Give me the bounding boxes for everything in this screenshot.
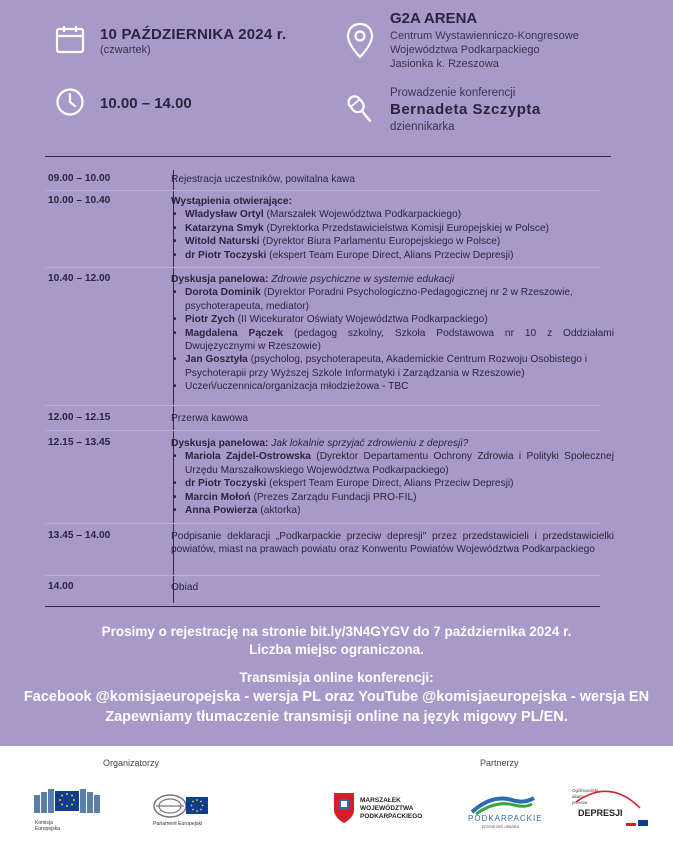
- marszalek-text-3: PODKARPACKIEGO: [360, 813, 423, 820]
- venue-line-3: Jasionka k. Rzeszowa: [390, 58, 499, 70]
- ep-text: Parlament Europejski: [153, 821, 203, 827]
- agenda-separator: [45, 405, 600, 406]
- alians-przeciw-depresji-logo: [570, 782, 652, 832]
- speaker-item: • Dorota Dominik (Dyrektor Poradni Psychologiczno-Pedagogicznej nr 2 w Rzeszowie, psychoterapeuta, mediator): [171, 286, 614, 313]
- agenda-time: 13.45 – 14.00: [48, 530, 111, 541]
- calendar-icon: [55, 24, 85, 54]
- sign-language-info: Zapewniamy tłumaczenie transmisji online na język migowy PL/EN.: [105, 709, 568, 725]
- header-divider: [45, 156, 611, 157]
- agenda-item: Dyskusja panelowa: Jak lokalnie sprzyjać zdrowieniu z depresji? • Mariola Zajdel-Ostrowska (Dyrektor Departamentu Ochrony Zdrowia i Polityki Społecznej Urzędu Marszałkowskiego Województwa Podkarpackiego) • dr Piotr Toczyski (ekspert Team Europe Direct, Alians Przeciw Depresji) • Marcin Mołoń (Prezes Zarządu Fundacji PRO-FIL) • Anna Powierza (aktorka): [171, 437, 614, 517]
- microphone-icon: [345, 92, 377, 128]
- marszalek-logo: [332, 790, 432, 826]
- speaker-item: • Piotr Zych (II Wicekurator Oświaty Województwa Podkarpackiego): [171, 313, 614, 326]
- speaker-item: • Władysław Ortyl (Marszałek Województwa Podkarpackiego): [171, 208, 614, 221]
- organizers-label: Organizatorzy: [103, 758, 160, 768]
- european-commission-logo: [32, 787, 102, 837]
- host-role: dziennikarka: [390, 121, 455, 133]
- agenda-item: Podpisanie deklaracji „Podkarpackie przeciw depresji" przez przedstawicieli i przedstawicielki powiatów, miast na prawach powiatu oraz Konwentu Powiatów Województwa Podkarpackiego: [171, 531, 614, 556]
- location-pin-icon: [345, 22, 375, 60]
- stream-title: Transmisja online konferencji:: [239, 670, 434, 685]
- agenda-time: 12.00 – 12.15: [48, 412, 111, 423]
- agenda-item: Dyskusja panelowa: Zdrowie psychiczne w systemie edukacji • Dorota Dominik (Dyrektor Poradni Psychologiczno-Pedagogicznej nr 2 w Rzeszowie, psychoterapeuta, mediator) • Piotr Zych (II Wicekurator Oświaty Województwa Podkarpackiego) • Magdalena Pączek (pedagog szkolny, Szkoła Podstawowa nr 10 z Oddziałami Dwujęzycznymi w Rzeszowie) • Jan Gosztyła (psycholog, psychoterapeuta, Akademickie Centrum Rozwoju Osobistego i Psychoterapii przy Wyższej Szkole Informatyki i Zarządzania w Rzeszowie) • Uczeń/uczennica/organizacja młodzieżowa - TBC: [171, 273, 614, 394]
- speaker-item: • Mariola Zajdel-Ostrowska (Dyrektor Departamentu Ochrony Zdrowia i Polityki Społecznej Urzędu Marszałkowskiego Województwa Podkarpackiego): [171, 450, 614, 477]
- agenda-bottom-divider: [45, 606, 600, 607]
- host-name: Bernadeta Szczypta: [390, 101, 541, 118]
- speaker-item: • Magdalena Pączek (pedagog szkolny, Szkoła Podstawowa nr 10 z Oddziałami Dwujęzycznymi w Rzeszowie): [171, 327, 614, 354]
- agenda-separator: [45, 430, 600, 431]
- european-parliament-logo: [150, 792, 212, 832]
- alians-text-1: Ogólnopolski: [572, 788, 599, 793]
- partners-label: Partnerzy: [480, 758, 519, 768]
- alians-text-big: DEPRESJI: [578, 808, 623, 818]
- agenda-time: 10.00 – 10.40: [48, 195, 111, 206]
- speaker-item: • Katarzyna Smyk (Dyrektorka Przedstawicielstwa Komisji Europejskiej w Polsce): [171, 222, 614, 235]
- agenda-item: Obiad: [171, 582, 199, 593]
- speaker-item: • dr Piotr Toczyski (ekspert Team Europe Direct, Alians Przeciw Depresji): [171, 249, 614, 262]
- agenda-item: Wystąpienia otwierające: • Władysław Ortyl (Marszałek Województwa Podkarpackiego) • Katarzyna Smyk (Dyrektorka Przedstawicielstwa Komisji Europejskiej w Polsce) • Witold Naturski (Dyrektor Biura Parlamentu Europejskiego w Polsce) • dr Piotr Toczyski (ekspert Team Europe Direct, Alians Przeciw Depresji): [171, 195, 614, 262]
- speaker-item: • Marcin Mołoń (Prezes Zarządu Fundacji PRO-FIL): [171, 491, 614, 504]
- venue-name: G2A ARENA: [390, 10, 478, 27]
- agenda-time: 12.15 – 13.45: [48, 437, 111, 448]
- agenda-time: 14.00: [48, 581, 74, 592]
- agenda-time: 09.00 – 10.00: [48, 173, 111, 184]
- event-date: 10 PAŹDZIERNIKA 2024 r.: [100, 26, 287, 43]
- agenda-time: 10.40 – 12.00: [48, 273, 111, 284]
- marszalek-text-1: MARSZAŁEK: [360, 797, 401, 804]
- podkarpackie-tagline: przestrzeń otwarta: [482, 824, 520, 829]
- registration-info: Prosimy o rejestrację na stronie bit.ly/3N4GYGV do 7 października 2024 r.: [101, 624, 572, 639]
- agenda-item: Przerwa kawowa: [171, 413, 248, 424]
- ec-text-2: Europejska: [35, 826, 61, 832]
- agenda-separator: [45, 190, 600, 191]
- speaker-item: • Anna Powierza (aktorka): [171, 504, 614, 517]
- logos-strip: [0, 746, 673, 844]
- alians-text-2: alians: [572, 794, 584, 799]
- speaker-item: • Uczeń/uczennica/organizacja młodzieżowa - TBC: [171, 380, 614, 393]
- speaker-item: • Jan Gosztyła (psycholog, psychoterapeuta, Akademickie Centrum Rozwoju Osobistego i Psychoterapii przy Wyższej Szkole Informatyki i Zarządzania w Rzeszowie): [171, 353, 614, 380]
- agenda-separator: [45, 523, 600, 524]
- ec-text-1: Komisja: [35, 820, 53, 826]
- alians-text-3: przeciw: [572, 800, 588, 805]
- event-weekday: (czwartek): [100, 44, 151, 56]
- event-time: 10.00 – 14.00: [100, 95, 192, 112]
- venue-line-1: Centrum Wystawienniczo-Kongresowe: [390, 30, 579, 42]
- podkarpackie-text: PODKARPACKIE: [468, 814, 543, 823]
- marszalek-text-2: WOJEWÓDZTWA: [360, 805, 414, 812]
- venue-line-2: Województwa Podkarpackiego: [390, 44, 540, 56]
- host-label: Prowadzenie konferencji: [390, 87, 516, 99]
- seats-limited: Liczba miejsc ograniczona.: [249, 642, 424, 657]
- podkarpackie-logo: [462, 790, 544, 830]
- agenda-item: Rejestracja uczestników, powitalna kawa: [171, 174, 356, 185]
- clock-icon: [55, 87, 85, 117]
- stream-links: Facebook @komisjaeuropejska - wersja PL oraz YouTube @komisjaeuropejska - wersja EN: [23, 689, 650, 705]
- agenda-separator: [45, 267, 600, 268]
- speaker-item: • Witold Naturski (Dyrektor Biura Parlamentu Europejskiego w Polsce): [171, 235, 614, 248]
- agenda-separator: [45, 575, 600, 576]
- speaker-item: • dr Piotr Toczyski (ekspert Team Europe Direct, Alians Przeciw Depresji): [171, 477, 614, 490]
